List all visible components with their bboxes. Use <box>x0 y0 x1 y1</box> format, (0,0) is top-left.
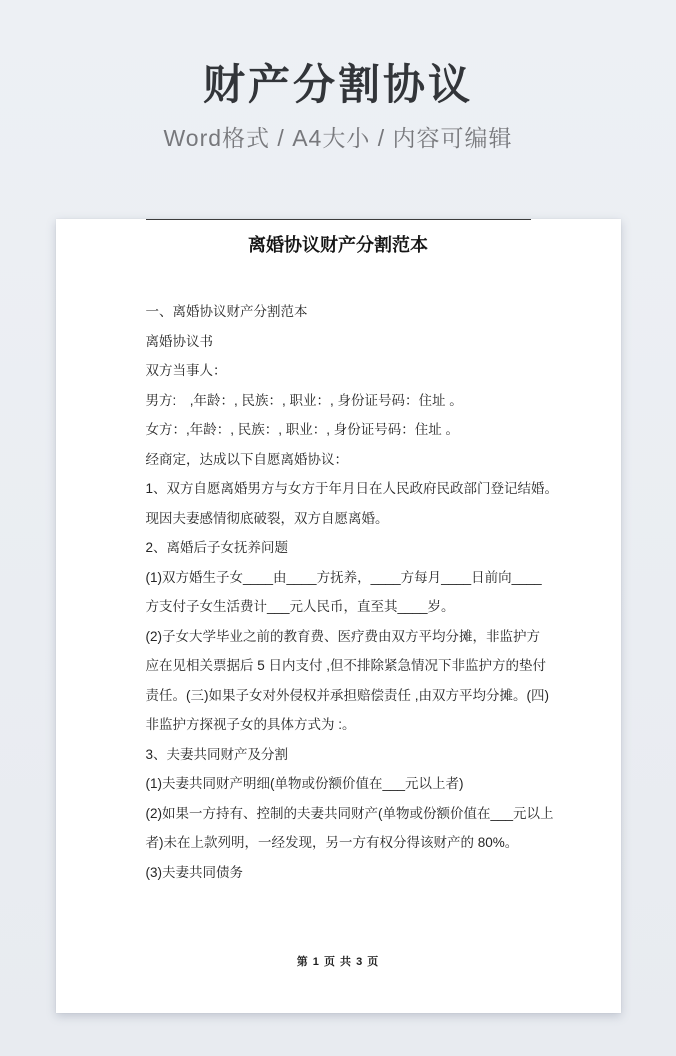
doc-line: 非监护方探视子女的具体方式为 :。 <box>145 717 356 733</box>
doc-line: 责任。(三)如果子女对外侵权并承担赔偿责任 ,由双方平均分摊。(四) <box>145 687 549 703</box>
doc-line: (2)子女大学毕业之前的教育费、医疗费由双方平均分摊，非监护方 <box>145 628 540 644</box>
document-title: 离婚协议财产分割范本 <box>248 235 428 256</box>
doc-line: 男方: ,年龄：, 民族：, 职业：, 身份证号码：住址 。 <box>145 392 463 408</box>
doc-line: 应在见相关票据后 5 日内支付 ,但不排除紧急情况下非监护方的垫付 <box>145 658 547 674</box>
doc-line: 女方：,年龄：, 民族：, 职业：, 身份证号码：住址 。 <box>145 422 460 438</box>
doc-line: (1)双方婚生子女____由____方抚养，____方每月____日前向____ <box>145 569 542 585</box>
header-rule <box>146 219 531 220</box>
doc-line: (2)如果一方持有、控制的夫妻共同财产(单物或份额价值在___元以上 <box>145 805 554 821</box>
banner-title: 财产分割协议 <box>202 61 473 108</box>
doc-line: 经商定，达成以下自愿离婚协议： <box>145 451 348 467</box>
page-number-footer: 第 1 页 共 3 页 <box>296 956 380 969</box>
doc-line: 现因夫妻感情彻底破裂，双方自愿离婚。 <box>145 510 389 526</box>
doc-line: 方支付子女生活费计___元人民币，直至其____岁。 <box>145 599 455 615</box>
doc-line: (3)夫妻共同债务 <box>145 864 243 880</box>
doc-line: 1、双方自愿离婚男方与女方于年月日在人民政府民政部门登记结婚。 <box>145 481 559 497</box>
banner <box>0 0 676 153</box>
doc-line: 2、离婚后子女抚养问题 <box>145 540 289 556</box>
document-body <box>145 297 559 887</box>
doc-line: 一、离婚协议财产分割范本 <box>145 304 308 320</box>
banner-subtitle: Word格式 / A4大小 / 内容可编辑 <box>163 125 513 152</box>
doc-line: 离婚协议书 <box>145 333 213 349</box>
doc-line: (1)夫妻共同财产明细(单物或份额价值在___元以上者) <box>145 776 464 792</box>
doc-line: 者)未在上款列明，一经发现，另一方有权分得该财产的 80%。 <box>145 835 519 851</box>
doc-line: 3、夫妻共同财产及分割 <box>145 746 289 762</box>
doc-line: 双方当事人： <box>145 363 227 379</box>
document-page <box>56 219 621 1013</box>
